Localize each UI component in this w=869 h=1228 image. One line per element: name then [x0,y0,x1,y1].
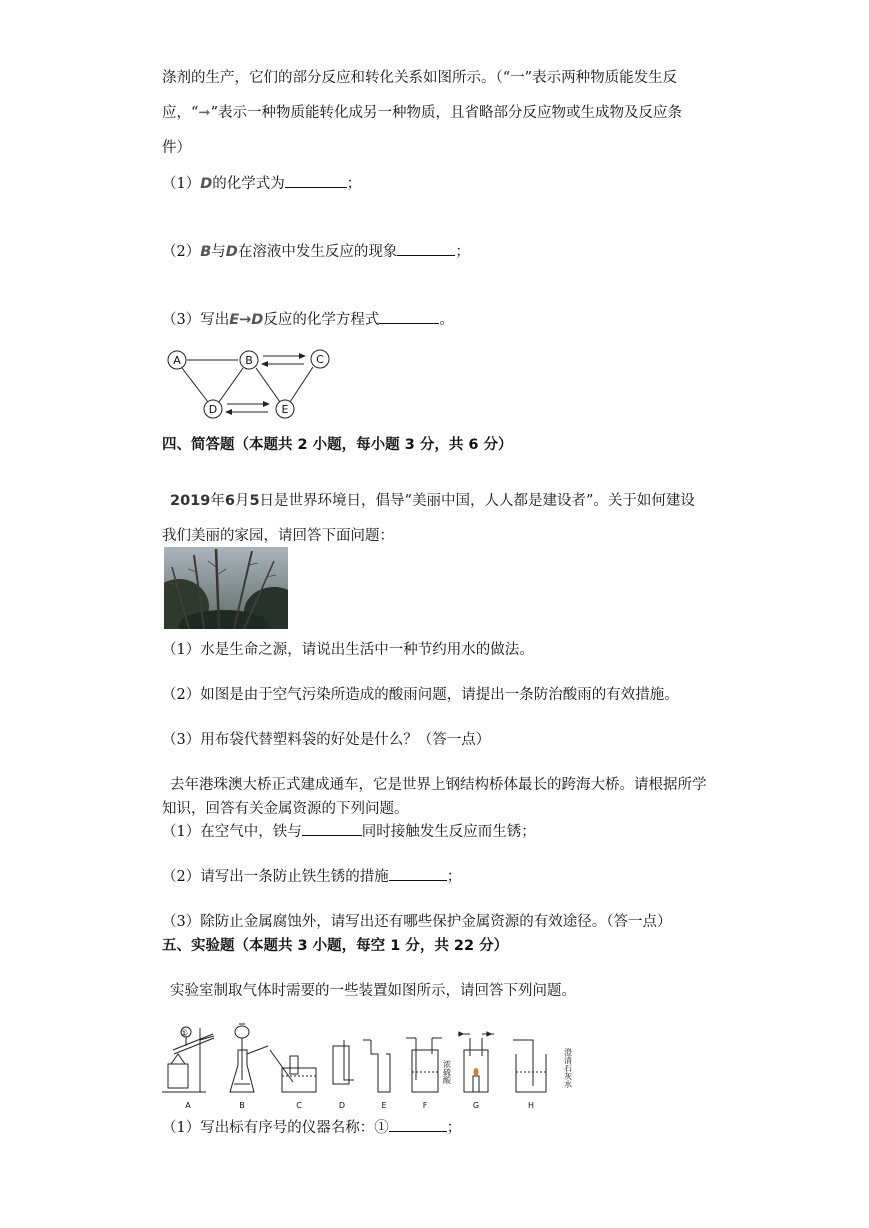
apparatus-f [406,1038,442,1092]
sub-question-2: （2）B与D在溶液中发生反应的现象 ； [162,244,470,260]
paragraph-line: 去年港珠澳大桥正式建成通车，它是世界上钢结构桥体最长的跨海大桥。请根据所学 [170,777,707,793]
apparatus-h [513,1040,546,1092]
sub-question-1: （1）水是生命之源，请说出生活中一种节约用水的做法。 [162,642,534,658]
node-d [204,400,222,418]
apparatus-label: D [338,1101,346,1110]
link-b-d [219,368,243,402]
sub-question-3: （3）写出E→D反应的化学方程式 。 [162,312,454,328]
svg-text:C: C [316,353,324,366]
apparatus-label: A [185,1101,191,1110]
reagent-label: 浓硫酸 [442,1060,452,1084]
node-c [311,350,329,368]
link-a-d [182,368,208,402]
lab-apparatus-illustration [158,1010,588,1112]
node-a [168,351,186,369]
node-e [276,400,294,418]
apparatus-d [333,1040,354,1084]
answer-blank[interactable] [302,823,362,836]
paragraph-line: 我们美丽的家园，请回答下面问题： [162,528,394,544]
section-heading: 五、实验题（本题共 3 小题，每空 1 分，共 22 分） [162,938,509,954]
apparatus-c [270,1050,316,1092]
apparatus-label: G [472,1101,480,1110]
answer-blank[interactable] [379,311,439,324]
svg-text:A: A [173,354,181,367]
section-heading: 四、简答题（本题共 2 小题，每小题 3 分，共 6 分） [162,437,513,453]
link-b-e [256,368,280,402]
apparatus-label: E [381,1101,387,1110]
paragraph-line: 实验室制取气体时需要的一些装置如图所示，请回答下列问题。 [170,983,576,999]
svg-text:D: D [208,403,218,416]
answer-blank[interactable] [389,868,447,881]
arrow-icon: ➞ [198,105,211,121]
reaction-relationship-diagram [160,345,340,423]
candle-flame-icon [474,1068,479,1076]
sub-question-1: （1）写出标有序号的仪器名称：① ； [162,1120,462,1136]
apparatus-label: C [296,1101,302,1110]
marker-label: ① [180,1029,189,1039]
apparatus-label: B [239,1101,245,1110]
paragraph-line: 知识，回答有关金属资源的下列问题。 [162,801,409,817]
question-intro-line-1: 涤剂的生产，它们的部分反应和转化关系如图所示。（“一”表示两种物质能发生反 [162,70,678,86]
sub-question-1: （1）在空气中，铁与 同时接触发生反应而生锈； [162,824,536,840]
sub-question-3: （3）除防止金属腐蚀外，请写出还有哪些保护金属资源的有效途径。（答一点） [162,914,672,930]
answer-blank[interactable] [397,243,455,256]
reagent-label: 澄清石灰水 [563,1048,573,1088]
question-intro-line-2: 应，“➞”表示一种物质能转化成另一种物质，且省略部分反应物或生成物及反应条 [162,105,682,121]
paragraph-line: 2019年6月5日是世界环境日，倡导“美丽中国，人人都是建设者”。关于如何建设 [170,493,695,509]
arrow-right-icon [299,353,306,359]
answer-blank[interactable] [285,175,347,188]
apparatus-e [363,1040,390,1092]
answer-blank[interactable] [389,1119,447,1132]
svg-text:B: B [245,354,253,367]
apparatus-label: F [422,1101,428,1110]
arrow-left-icon [225,409,232,415]
sub-question-2: （2）如图是由于空气污染所造成的酸雨问题，请提出一条防治酸雨的有效措施。 [162,687,679,703]
apparatus-label: H [527,1101,535,1110]
question-intro-line-3: 件） [162,140,191,156]
apparatus-g [458,1032,494,1092]
acid-rain-forest-image [164,547,288,629]
apparatus-b [230,1024,268,1092]
node-b [240,351,258,369]
arrow-left-icon [261,361,268,367]
link-c-e [290,367,313,402]
svg-text:E: E [281,403,289,416]
sub-question-1: （1）D的化学式为 ； [162,176,362,192]
sub-question-3: （3）用布袋代替塑料袋的好处是什么？（答一点） [162,732,491,748]
arrow-right-icon [263,401,270,407]
sub-question-2: （2）请写出一条防止铁生锈的措施 ； [162,869,462,885]
